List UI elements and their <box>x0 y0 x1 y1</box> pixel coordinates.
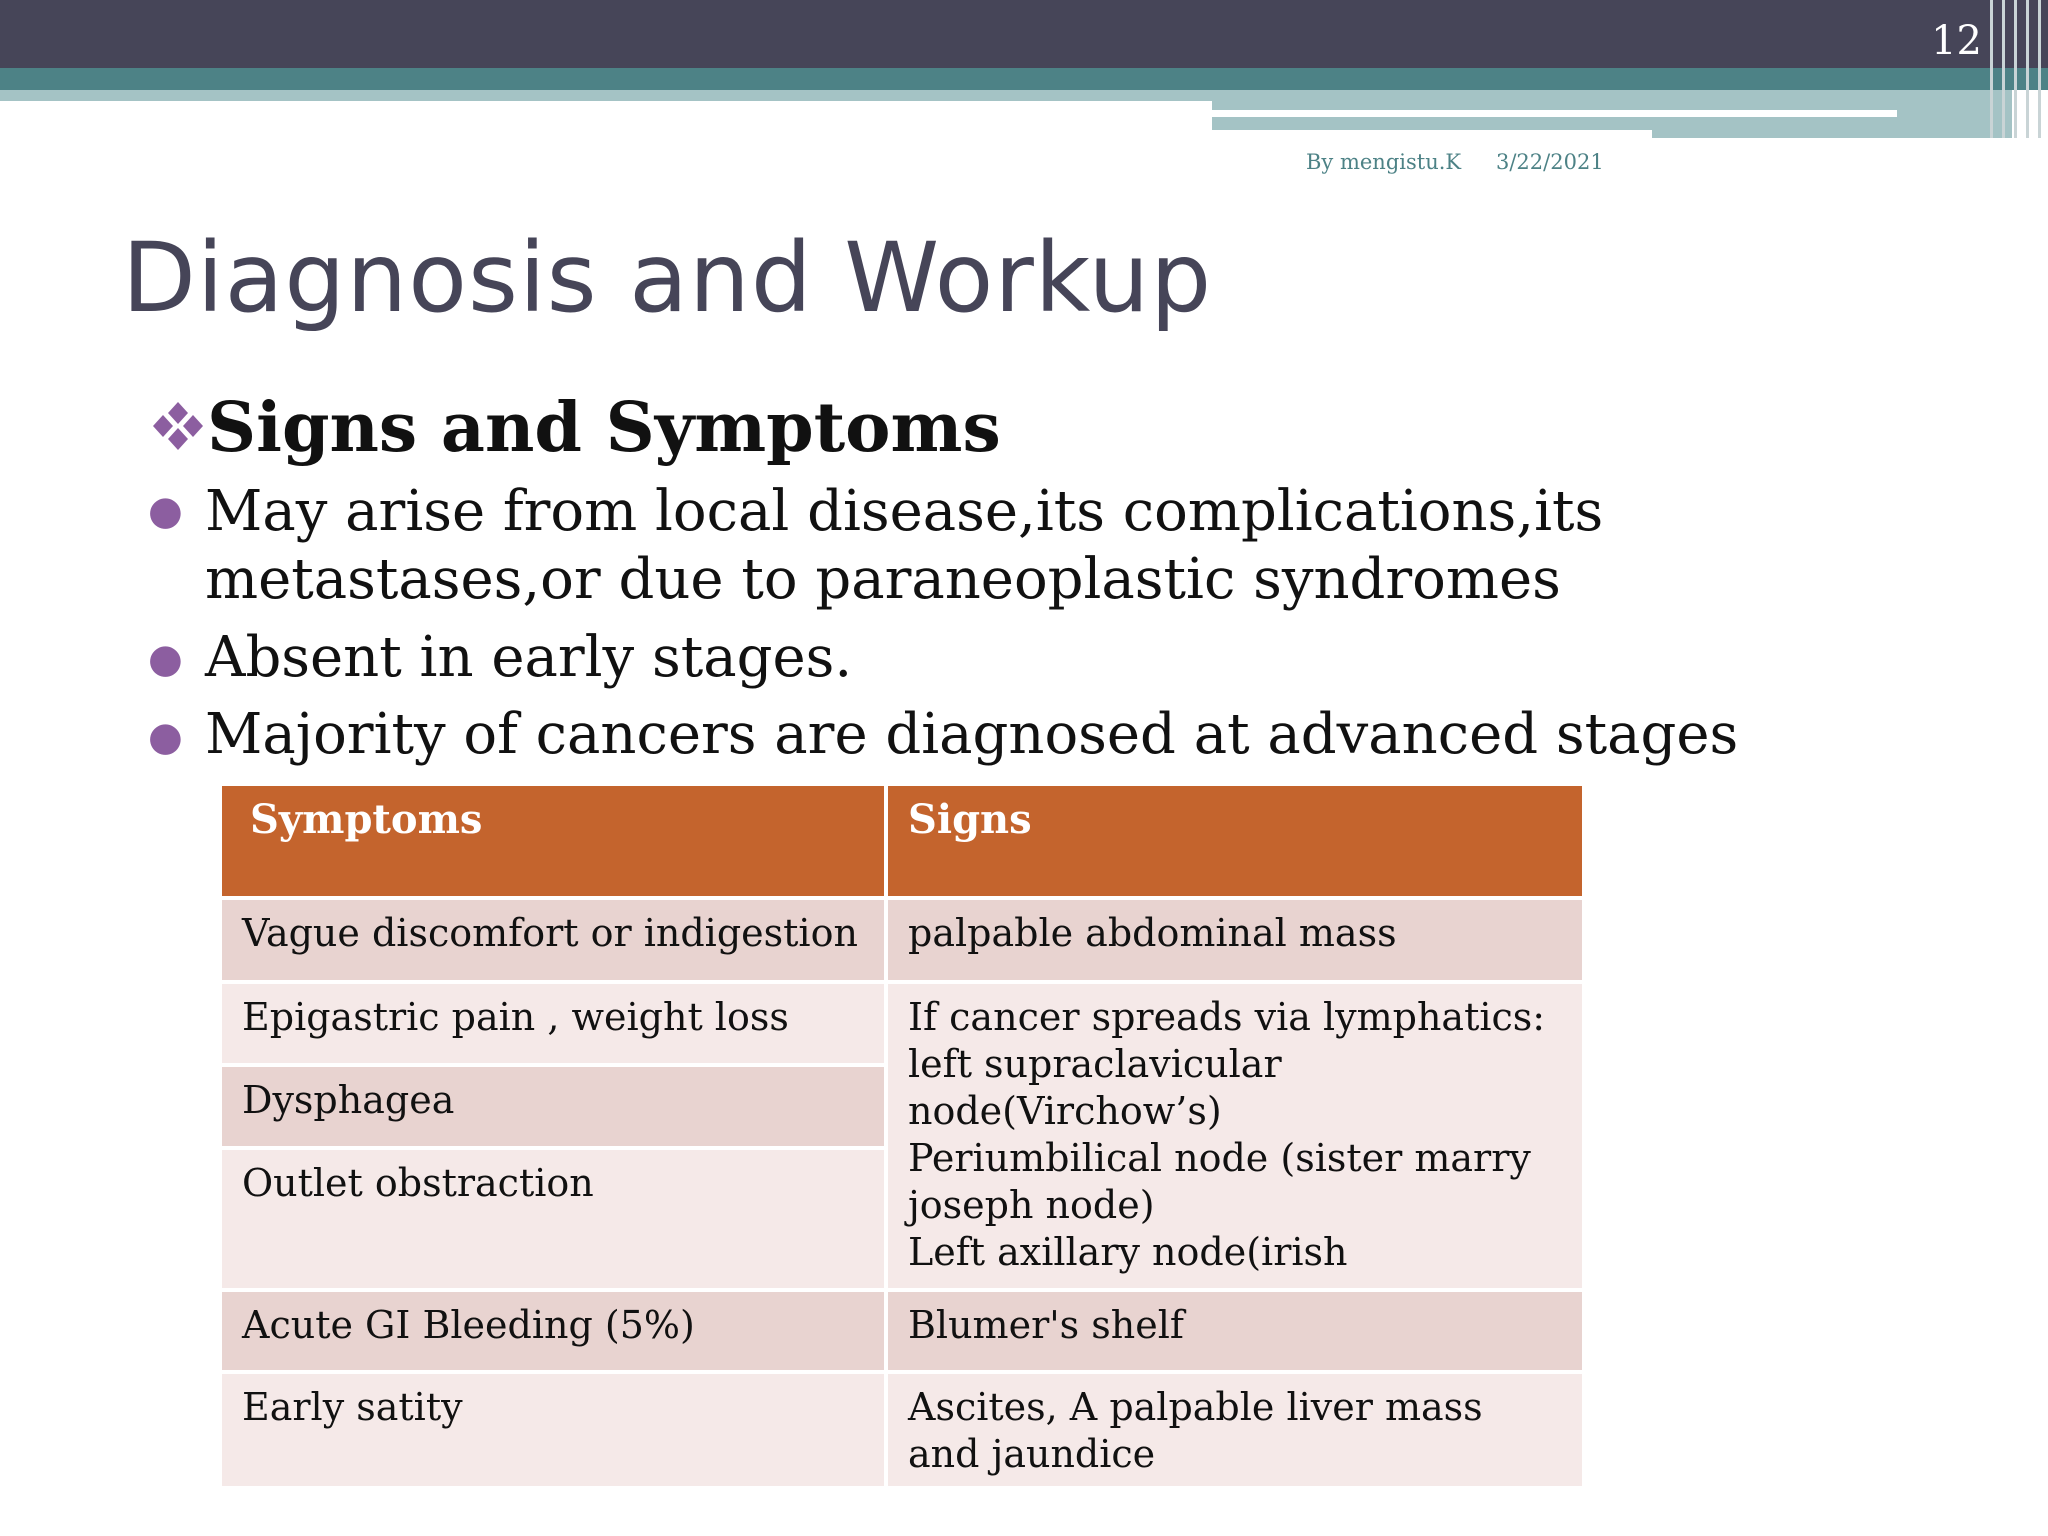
header-vertical-line <box>2038 0 2041 138</box>
bullet-item: May arise from local disease,its complications,its metastases,or due to paraneoplastic syndromes <box>205 479 1604 612</box>
bullet-dot: ● <box>148 488 183 534</box>
header-vertical-line <box>1990 0 1993 138</box>
diamond-bullet-icon <box>150 400 206 452</box>
author-label: By mengistu.K <box>1306 150 1462 174</box>
sign-line: joseph node) <box>908 1183 1155 1227</box>
signs-symptoms-table <box>222 786 1586 1486</box>
slide-number: 12 <box>1931 18 1982 64</box>
symptom-cell: Early satity <box>222 1370 888 1486</box>
sign-line: left supraclavicular <box>908 1042 1282 1086</box>
sign-cell: Ascites, A palpable liver mass and jaundice <box>888 1370 1586 1486</box>
table-row <box>222 1288 1586 1370</box>
header-signs: Signs <box>888 786 1586 896</box>
header-vertical-line <box>2002 0 2005 138</box>
symptom-cell: Acute GI Bleeding (5%) <box>222 1288 888 1370</box>
sign-line: Periumbilical node (sister marry <box>908 1136 1531 1180</box>
header-vertical-line <box>2026 0 2029 138</box>
date-label: 3/22/2021 <box>1496 150 1604 174</box>
slide-title: Diagnosis and Workup <box>122 222 1213 334</box>
symptom-cell: Outlet obstraction <box>222 1146 888 1288</box>
section-heading: Signs and Symptoms <box>207 388 1001 468</box>
sign-cell: palpable abdominal mass <box>888 896 1586 980</box>
table-row <box>222 896 1586 980</box>
header-vertical-line <box>2014 0 2017 138</box>
table-row <box>222 1370 1586 1486</box>
sign-cell-lymphatic-spread <box>888 980 1586 1288</box>
bullet-item: Absent in early stages. <box>205 625 853 690</box>
header-symptoms: Symptoms <box>222 786 888 896</box>
sign-line: Left axillary node(irish <box>908 1230 1348 1274</box>
sign-cell: Blumer's shelf <box>888 1288 1586 1370</box>
symptom-cell: Vague discomfort or indigestion <box>222 896 888 980</box>
header-divider-line <box>1212 130 1652 138</box>
table-header-row <box>222 786 1586 896</box>
header-accent-band <box>0 68 2048 90</box>
sign-line: If cancer spreads via lymphatics: <box>908 995 1546 1039</box>
bullet-dot: ● <box>148 636 183 682</box>
header-divider-line <box>1212 110 1897 117</box>
header-bar <box>0 0 2048 68</box>
symptom-cell: Dysphagea <box>222 1063 888 1146</box>
bullet-dot: ● <box>148 714 183 760</box>
sign-line: node(Virchow’s) <box>908 1089 1222 1133</box>
symptom-cell: Epigastric pain , weight loss <box>222 980 888 1063</box>
bullet-item: Majority of cancers are diagnosed at advanced stages <box>205 702 1739 767</box>
table-row <box>222 980 1586 1063</box>
header-light-band <box>0 90 1212 101</box>
